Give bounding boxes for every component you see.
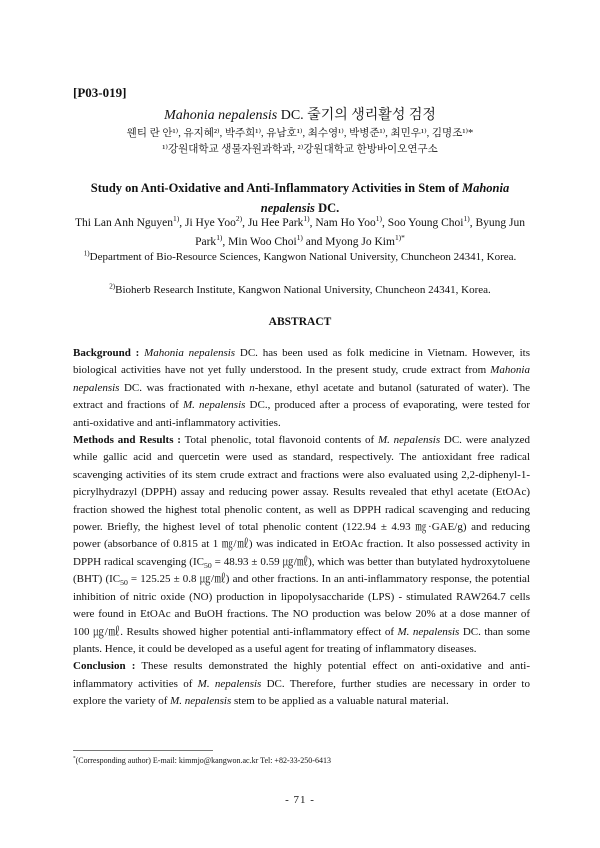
footnote-divider xyxy=(73,750,213,751)
subscript: 50 xyxy=(120,578,128,588)
species-name: M. nepalensis xyxy=(170,695,232,708)
species-name: Mahonia nepalensis xyxy=(73,364,530,394)
page-number: - 71 - xyxy=(285,794,315,806)
korean-authors: 웬티 란 안¹⁾, 유지혜²⁾, 박주희¹⁾, 유남호¹⁾, 최수영¹⁾, 박병준¹⁾, 최민우¹⁾, 김명조¹⁾* xyxy=(126,128,474,139)
species-name: M. nepalensis xyxy=(182,399,246,412)
text-run: DC. than some plants. Hence, it could be developed as a useful agent for treating of inflammatory diseases. xyxy=(73,625,530,655)
korean-affiliations: ¹⁾강원대학교 생물자원과학과, ²⁾강원대학교 한방바이오연구소 xyxy=(162,144,438,155)
author-name: Thi Lan Anh Nguyen xyxy=(74,217,174,229)
affiliation-department xyxy=(70,249,530,266)
author-affil-mark: 1) xyxy=(375,214,382,224)
text-run: Total phenolic, total flavonoid contents of xyxy=(180,434,378,447)
author-name: Ju Hee Park xyxy=(247,217,304,229)
author-name: Min Woo Choi xyxy=(228,236,297,248)
author-affil-mark: 2) xyxy=(235,214,243,224)
text-run: -hexane, ethyl acetate and butanol (saturated of water). The extract and fractions of xyxy=(73,381,531,412)
abstract-heading: ABSTRACT xyxy=(268,316,332,328)
author-name: Ji Hye Yoo xyxy=(185,217,236,229)
author-name: Byung Jun Park xyxy=(195,217,526,248)
subscript: 50 xyxy=(203,561,212,571)
text-run: DC. Therefore, further studies are necessary in order to explore the variety of xyxy=(73,677,530,708)
affiliation-department-text: Department of Bio-Resource Sciences, Kangwon National University, Chuncheon 24341, Korea. xyxy=(89,251,517,263)
methods-paragraph xyxy=(73,432,530,658)
text-run: DC. was fractionated with xyxy=(119,381,250,394)
species-name: M. nepalensis xyxy=(377,434,441,447)
text-run: = 125.25 ± 0.8 ㎍/㎖) and other fractions. In an anti-inflammatory response, the potential inhibition of nitric oxide (NO) production in lipopolysaccharide (LPS) - stimulated RAW264.7 cells were found in EtOAc and BuOH fractions. The NO production was below 20% at a dose manner of 100 ㎍/㎖. Results showed higher potential anti-inflammatory effect of xyxy=(73,573,530,638)
affiliation-institute-text: Bioherb Research Institute, Kangwon National University, Chuncheon 24341, Korea. xyxy=(115,284,491,296)
korean-title xyxy=(0,104,600,124)
background-paragraph xyxy=(73,345,530,432)
korean-title-species: Mahonia nepalensis xyxy=(164,108,278,123)
text-run: DC. has been used as folk medicine in Vietnam. However, its biological activities have not yet fully understood. In the present study, crude extract from xyxy=(73,347,530,377)
english-authors: Thi Lan Anh Nguyen$^{1)}$, Ji Hye Yoo$^{2)}$, Ju Hee Park$^{1)}$, Nam Ho Yoo$^{1)}$, Soo Young Choi$^{1)}$, Byung Jun Park$^{1)}$, Min Woo Choi$^{1)}$ and Myong Jo Kim$^{1)*}$ xyxy=(74,214,526,248)
english-title-species: Mahonia nepalensis xyxy=(260,181,510,215)
text-run: DC. were analyzed while gallic acid and quercetin were used as standard, respectively. The antioxidant free radical scavenging activities of its stem crude extract and fractions were also evaluated using 2,2-diphenyl-1-picrylhydrazyl (DPPH) assay and reducing power assay. Results revealed that ethyl acetate (EtOAc) fraction showed the highest total phenolic content, as well as DPPH radical scavenging and reducing power. Briefly, the highest level of total phenolic content (122.94 ± 4.93 ㎎·GAE/g) and reducing power (absorbance of 0.815 at 1 ㎎/㎖) was indicated in EtOAc fraction. It also possessed activity in DPPH radical scavenging (IC xyxy=(73,434,530,568)
author-affil-mark: 1) xyxy=(173,214,180,224)
species-name: M. nepalensis xyxy=(397,625,460,638)
footnote-text: (Corresponding author) E-mail: kimmjo@kangwon.ac.kr Tel: +82-33-250-6413 xyxy=(75,756,331,765)
conclusion-paragraph xyxy=(73,658,530,710)
english-title-tail: DC. xyxy=(314,201,340,215)
text-run: = 48.93 ± 0.59 ㎍/㎖), which was better than butylated hydroxytoluene (BHT) (IC xyxy=(73,555,530,586)
italic-n: n xyxy=(249,381,255,394)
abstract-code: [P03-019] xyxy=(73,85,127,100)
english-title xyxy=(70,178,530,218)
species-name: M. nepalensis xyxy=(197,677,262,690)
author-affil-mark: 1)* xyxy=(394,233,405,243)
text-run: stem to be applied as a valuable natural material. xyxy=(231,695,449,708)
methods-label: Methods and Results : xyxy=(73,434,181,447)
species-name: Mahonia nepalensis xyxy=(144,347,236,359)
author-name: Nam Ho Yoo xyxy=(315,217,376,229)
korean-title-rest: DC. 줄기의 생리활성 검정 xyxy=(277,108,436,123)
text-run: These results demonstrated the highly potential effect on anti-oxidative and anti-inflammatory activities of xyxy=(73,660,530,690)
author-name: Myong Jo Kim xyxy=(325,236,395,248)
author-affil-mark: 1) xyxy=(296,233,303,243)
affiliation-institute xyxy=(70,284,530,296)
footnote-mark: * xyxy=(73,755,76,762)
author-affil-mark: 1) xyxy=(303,214,310,224)
author-affil-mark: 1) xyxy=(463,214,470,224)
author-affil-mark: 1) xyxy=(216,233,223,243)
text-run: DC., produced after a process of evaporating, were tested for anti-oxidative and anti-inflammatory activities. xyxy=(73,399,531,429)
background-label: Background : xyxy=(73,347,140,359)
footnote xyxy=(73,756,331,765)
english-title-main: Study on Anti-Oxidative and Anti-Inflammatory Activities in Stem of xyxy=(90,181,462,195)
conclusion-label: Conclusion : xyxy=(73,660,136,673)
affiliation-mark: 2) xyxy=(109,282,116,291)
abstract-body xyxy=(73,345,530,711)
author-name: Soo Young Choi xyxy=(387,217,464,229)
affiliation-mark: 1) xyxy=(83,249,90,258)
